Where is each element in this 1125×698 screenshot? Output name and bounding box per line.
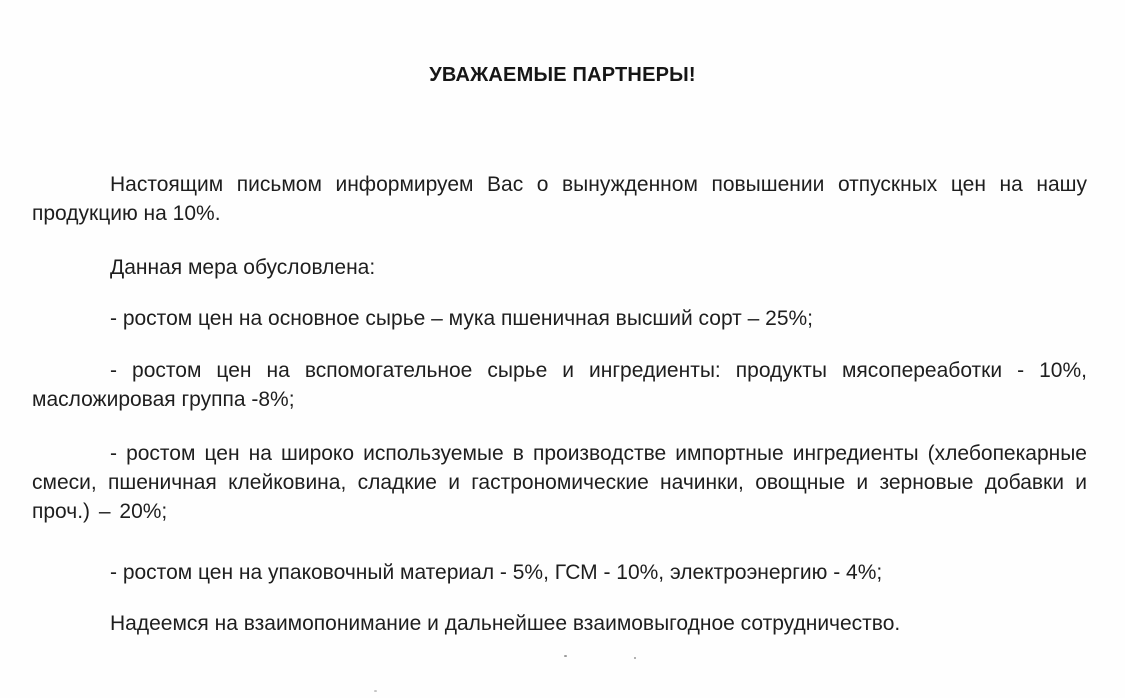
paragraph-closing: Надеемся на взаимопонимание и дальнейшее взаимовыгодное сотрудничество. (110, 612, 901, 635)
scan-speck (374, 690, 377, 692)
letter-title: УВАЖАЕМЫЕ ПАРТНЕРЫ! (429, 64, 696, 86)
paragraph-reason-intro: Данная мера обусловлена: (110, 256, 376, 279)
paragraph-price-increase: Настоящим письмом информируем Вас о вынужденном повышении отпускных цен на нашу продукцию на 10%. (32, 173, 1087, 225)
paragraph-imported-ingredients: - ростом цен на широко используемые в производстве импортные ингредиенты (хлебопекарные смеси, пшеничная клейковина, сладкие и гастрономические начинки, овощные и зерновые добавки и проч.) – 20%; (32, 442, 1087, 523)
paragraph-packaging-energy: - ростом цен на упаковочный материал - 5%, ГСМ - 10%, электроэнергию - 4%; (110, 561, 883, 584)
scan-speck (564, 655, 567, 657)
scan-speck (634, 657, 636, 659)
paragraph-auxiliary-materials: - ростом цен на вспомогательное сырье и ингредиенты: продукты мясопереаботки - 10%, масложировая группа -8%; (32, 359, 1087, 411)
paragraph-raw-materials: - ростом цен на основное сырье – мука пшеничная высший сорт – 25%; (110, 307, 814, 330)
